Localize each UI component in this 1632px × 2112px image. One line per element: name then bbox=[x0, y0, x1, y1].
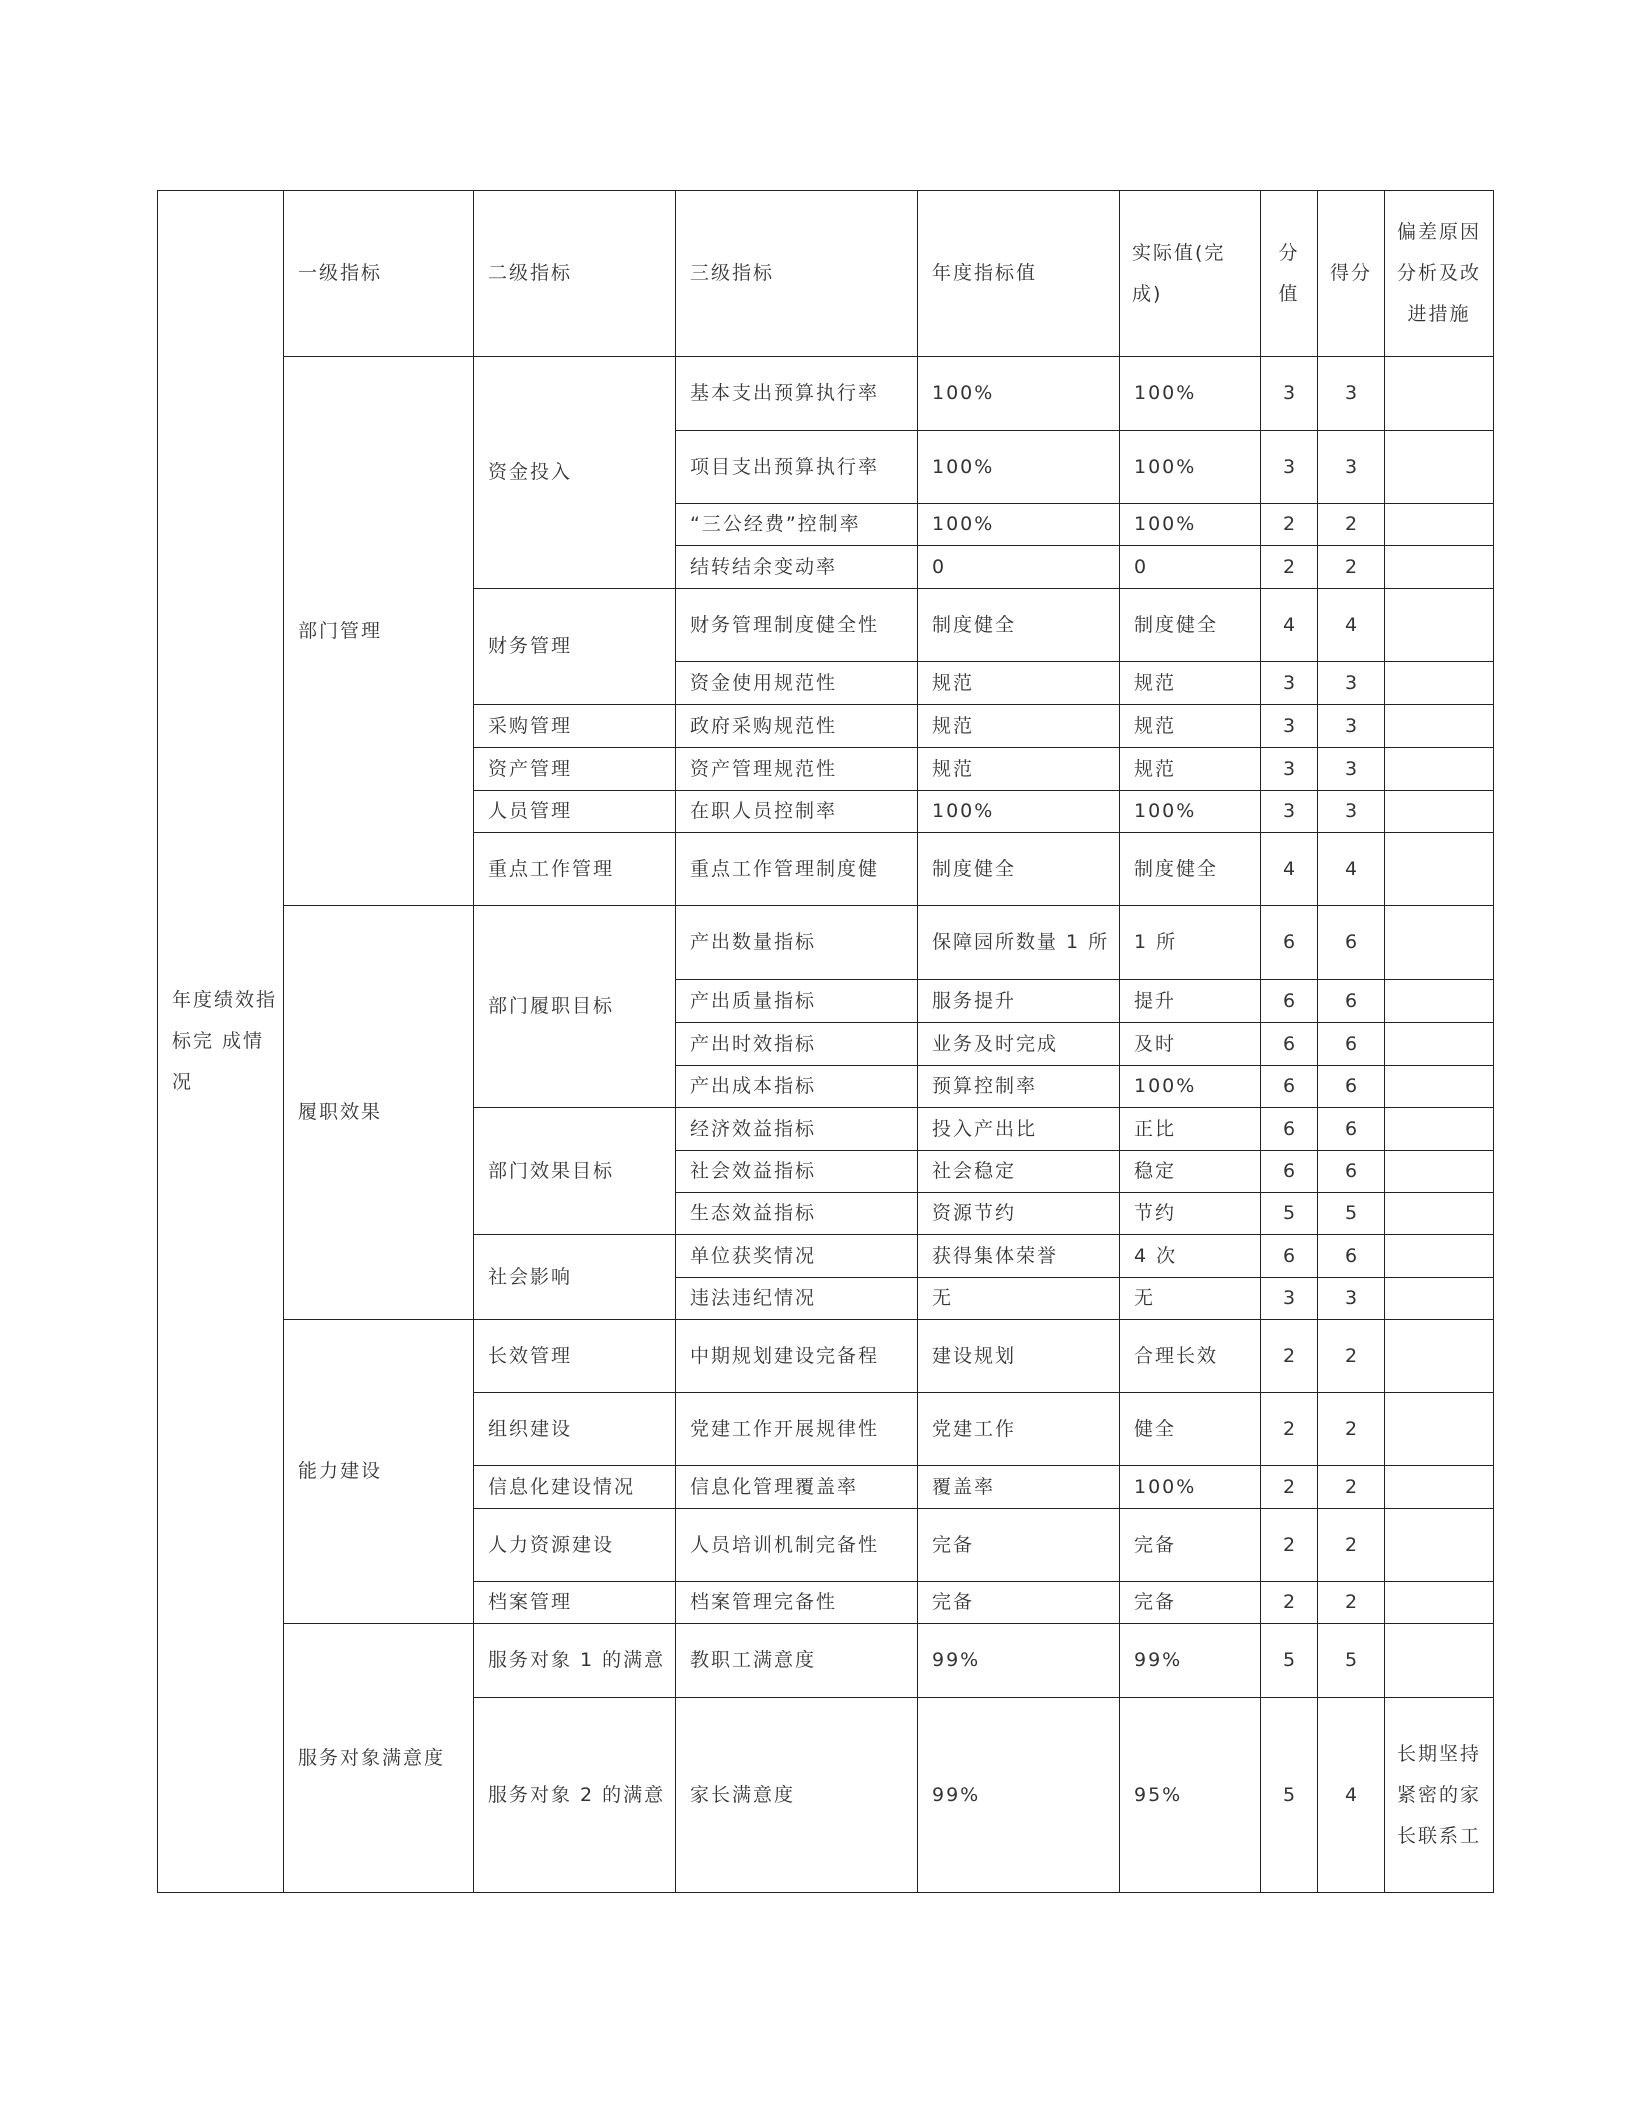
actual-cell: 完备 bbox=[1120, 1509, 1261, 1582]
score-value-cell: 6 bbox=[1261, 1066, 1318, 1108]
header-target: 年度指标值 bbox=[918, 191, 1120, 357]
deviation-cell bbox=[1385, 504, 1494, 546]
score-value-cell: 5 bbox=[1261, 1624, 1318, 1698]
score-value-cell: 3 bbox=[1261, 662, 1318, 705]
score-got-cell: 4 bbox=[1318, 589, 1385, 662]
header-deviation: 偏差原因分析及改进措施 bbox=[1385, 191, 1494, 357]
header-level1: 一级指标 bbox=[284, 191, 474, 357]
target-cell: 完备 bbox=[918, 1509, 1120, 1582]
level2-cell: 部门履职目标 bbox=[474, 906, 676, 1108]
score-got-cell: 6 bbox=[1318, 1023, 1385, 1066]
level3-cell: 在职人员控制率 bbox=[676, 791, 918, 833]
score-value-cell: 2 bbox=[1261, 1393, 1318, 1466]
level3-cell: 结转结余变动率 bbox=[676, 546, 918, 589]
deviation-cell bbox=[1385, 1235, 1494, 1278]
score-value-cell: 2 bbox=[1261, 1582, 1318, 1624]
level3-cell: 中期规划建设完备程 bbox=[676, 1320, 918, 1393]
actual-cell: 制度健全 bbox=[1120, 589, 1261, 662]
target-cell: 100% bbox=[918, 357, 1120, 431]
level2-cell: 采购管理 bbox=[474, 705, 676, 748]
actual-cell: 规范 bbox=[1120, 748, 1261, 791]
score-got-cell: 6 bbox=[1318, 1151, 1385, 1193]
level3-cell: 经济效益指标 bbox=[676, 1108, 918, 1151]
actual-cell: 1 所 bbox=[1120, 906, 1261, 980]
deviation-cell bbox=[1385, 1278, 1494, 1320]
target-cell: 规范 bbox=[918, 662, 1120, 705]
header-level3: 三级指标 bbox=[676, 191, 918, 357]
level3-cell: 资金使用规范性 bbox=[676, 662, 918, 705]
deviation-cell bbox=[1385, 431, 1494, 504]
deviation-cell bbox=[1385, 662, 1494, 705]
target-cell: 规范 bbox=[918, 705, 1120, 748]
target-cell: 覆盖率 bbox=[918, 1466, 1120, 1509]
actual-cell: 100% bbox=[1120, 431, 1261, 504]
actual-cell: 及时 bbox=[1120, 1023, 1261, 1066]
level3-cell: 家长满意度 bbox=[676, 1698, 918, 1893]
score-got-cell: 5 bbox=[1318, 1624, 1385, 1698]
target-cell: 100% bbox=[918, 431, 1120, 504]
score-value-cell: 6 bbox=[1261, 1023, 1318, 1066]
deviation-cell bbox=[1385, 833, 1494, 906]
actual-cell: 100% bbox=[1120, 791, 1261, 833]
actual-cell: 99% bbox=[1120, 1624, 1261, 1698]
outer-label: 年度绩效指标完 成情况 bbox=[158, 191, 284, 1893]
level2-cell: 资产管理 bbox=[474, 748, 676, 791]
target-cell: 规范 bbox=[918, 748, 1120, 791]
target-cell: 制度健全 bbox=[918, 589, 1120, 662]
score-got-cell: 6 bbox=[1318, 1108, 1385, 1151]
actual-cell: 100% bbox=[1120, 1066, 1261, 1108]
level3-cell: 违法违纪情况 bbox=[676, 1278, 918, 1320]
deviation-cell bbox=[1385, 589, 1494, 662]
actual-cell: 100% bbox=[1120, 504, 1261, 546]
actual-cell: 健全 bbox=[1120, 1393, 1261, 1466]
target-cell: 投入产出比 bbox=[918, 1108, 1120, 1151]
level3-cell: “三公经费”控制率 bbox=[676, 504, 918, 546]
deviation-cell bbox=[1385, 705, 1494, 748]
level2-cell: 人力资源建设 bbox=[474, 1509, 676, 1582]
level3-cell: 政府采购规范性 bbox=[676, 705, 918, 748]
score-value-cell: 2 bbox=[1261, 1466, 1318, 1509]
target-cell: 建设规划 bbox=[918, 1320, 1120, 1393]
level3-cell: 生态效益指标 bbox=[676, 1193, 918, 1235]
actual-cell: 合理长效 bbox=[1120, 1320, 1261, 1393]
score-got-cell: 3 bbox=[1318, 1278, 1385, 1320]
deviation-cell bbox=[1385, 1023, 1494, 1066]
score-got-cell: 3 bbox=[1318, 431, 1385, 504]
score-got-cell: 3 bbox=[1318, 748, 1385, 791]
score-value-cell: 2 bbox=[1261, 504, 1318, 546]
level2-cell: 人员管理 bbox=[474, 791, 676, 833]
score-got-cell: 5 bbox=[1318, 1193, 1385, 1235]
header-actual: 实际值(完成) bbox=[1120, 191, 1261, 357]
deviation-cell bbox=[1385, 1466, 1494, 1509]
table-row bbox=[158, 1320, 1494, 1393]
deviation-cell bbox=[1385, 1320, 1494, 1393]
score-got-cell: 2 bbox=[1318, 1393, 1385, 1466]
actual-cell: 100% bbox=[1120, 357, 1261, 431]
score-got-cell: 2 bbox=[1318, 1509, 1385, 1582]
header-level2: 二级指标 bbox=[474, 191, 676, 357]
deviation-cell bbox=[1385, 1582, 1494, 1624]
target-cell: 服务提升 bbox=[918, 980, 1120, 1023]
target-cell: 制度健全 bbox=[918, 833, 1120, 906]
score-value-cell: 5 bbox=[1261, 1193, 1318, 1235]
table-row bbox=[158, 906, 1494, 980]
level2-cell: 服务对象 1 的满意 bbox=[474, 1624, 676, 1698]
target-cell: 100% bbox=[918, 791, 1120, 833]
score-got-cell: 4 bbox=[1318, 833, 1385, 906]
level3-cell: 党建工作开展规律性 bbox=[676, 1393, 918, 1466]
level1-cell: 能力建设 bbox=[284, 1320, 474, 1624]
level3-cell: 重点工作管理制度健 bbox=[676, 833, 918, 906]
level3-cell: 产出成本指标 bbox=[676, 1066, 918, 1108]
target-cell: 100% bbox=[918, 504, 1120, 546]
score-got-cell: 2 bbox=[1318, 1320, 1385, 1393]
performance-indicator-table bbox=[157, 190, 1494, 1893]
score-value-cell: 6 bbox=[1261, 980, 1318, 1023]
score-got-cell: 6 bbox=[1318, 906, 1385, 980]
level2-cell: 部门效果目标 bbox=[474, 1108, 676, 1235]
score-got-cell: 2 bbox=[1318, 504, 1385, 546]
deviation-cell bbox=[1385, 980, 1494, 1023]
target-cell: 保障园所数量 1 所 bbox=[918, 906, 1120, 980]
deviation-cell: 长期坚持紧密的家长联系工 bbox=[1385, 1698, 1494, 1893]
header-score-value: 分值 bbox=[1261, 191, 1318, 357]
score-got-cell: 4 bbox=[1318, 1698, 1385, 1893]
score-got-cell: 2 bbox=[1318, 1582, 1385, 1624]
target-cell: 0 bbox=[918, 546, 1120, 589]
score-value-cell: 6 bbox=[1261, 1108, 1318, 1151]
score-got-cell: 6 bbox=[1318, 1235, 1385, 1278]
actual-cell: 95% bbox=[1120, 1698, 1261, 1893]
table-row bbox=[158, 1624, 1494, 1698]
level3-cell: 档案管理完备性 bbox=[676, 1582, 918, 1624]
score-value-cell: 3 bbox=[1261, 748, 1318, 791]
target-cell: 党建工作 bbox=[918, 1393, 1120, 1466]
target-cell: 无 bbox=[918, 1278, 1120, 1320]
level3-cell: 财务管理制度健全性 bbox=[676, 589, 918, 662]
deviation-cell bbox=[1385, 357, 1494, 431]
deviation-cell bbox=[1385, 1108, 1494, 1151]
level3-cell: 基本支出预算执行率 bbox=[676, 357, 918, 431]
score-got-cell: 2 bbox=[1318, 1466, 1385, 1509]
score-value-cell: 3 bbox=[1261, 1278, 1318, 1320]
level3-cell: 社会效益指标 bbox=[676, 1151, 918, 1193]
level2-cell: 档案管理 bbox=[474, 1582, 676, 1624]
level3-cell: 产出时效指标 bbox=[676, 1023, 918, 1066]
level2-cell: 信息化建设情况 bbox=[474, 1466, 676, 1509]
deviation-cell bbox=[1385, 791, 1494, 833]
actual-cell: 正比 bbox=[1120, 1108, 1261, 1151]
level3-cell: 项目支出预算执行率 bbox=[676, 431, 918, 504]
actual-cell: 4 次 bbox=[1120, 1235, 1261, 1278]
level3-cell: 人员培训机制完备性 bbox=[676, 1509, 918, 1582]
score-value-cell: 3 bbox=[1261, 791, 1318, 833]
score-value-cell: 3 bbox=[1261, 357, 1318, 431]
target-cell: 99% bbox=[918, 1624, 1120, 1698]
target-cell: 预算控制率 bbox=[918, 1066, 1120, 1108]
target-cell: 社会稳定 bbox=[918, 1151, 1120, 1193]
deviation-cell bbox=[1385, 1393, 1494, 1466]
score-value-cell: 4 bbox=[1261, 833, 1318, 906]
level2-cell: 重点工作管理 bbox=[474, 833, 676, 906]
score-got-cell: 6 bbox=[1318, 1066, 1385, 1108]
score-value-cell: 4 bbox=[1261, 589, 1318, 662]
header-row bbox=[158, 191, 1494, 357]
deviation-cell bbox=[1385, 1193, 1494, 1235]
deviation-cell bbox=[1385, 1066, 1494, 1108]
target-cell: 资源节约 bbox=[918, 1193, 1120, 1235]
score-value-cell: 2 bbox=[1261, 546, 1318, 589]
deviation-cell bbox=[1385, 906, 1494, 980]
deviation-cell bbox=[1385, 1624, 1494, 1698]
actual-cell: 完备 bbox=[1120, 1582, 1261, 1624]
score-got-cell: 3 bbox=[1318, 705, 1385, 748]
score-got-cell: 3 bbox=[1318, 791, 1385, 833]
actual-cell: 提升 bbox=[1120, 980, 1261, 1023]
actual-cell: 节约 bbox=[1120, 1193, 1261, 1235]
level3-cell: 单位获奖情况 bbox=[676, 1235, 918, 1278]
actual-cell: 规范 bbox=[1120, 662, 1261, 705]
score-value-cell: 3 bbox=[1261, 705, 1318, 748]
level3-cell: 信息化管理覆盖率 bbox=[676, 1466, 918, 1509]
level2-cell: 资金投入 bbox=[474, 357, 676, 589]
score-value-cell: 2 bbox=[1261, 1320, 1318, 1393]
deviation-cell bbox=[1385, 546, 1494, 589]
actual-cell: 稳定 bbox=[1120, 1151, 1261, 1193]
deviation-cell bbox=[1385, 748, 1494, 791]
level3-cell: 教职工满意度 bbox=[676, 1624, 918, 1698]
header-score-got: 得分 bbox=[1318, 191, 1385, 357]
level1-cell: 部门管理 bbox=[284, 357, 474, 906]
level1-cell: 服务对象满意度 bbox=[284, 1624, 474, 1893]
score-got-cell: 3 bbox=[1318, 357, 1385, 431]
score-value-cell: 6 bbox=[1261, 1151, 1318, 1193]
level1-cell: 履职效果 bbox=[284, 906, 474, 1320]
score-got-cell: 6 bbox=[1318, 980, 1385, 1023]
level3-cell: 产出质量指标 bbox=[676, 980, 918, 1023]
deviation-cell bbox=[1385, 1151, 1494, 1193]
score-value-cell: 6 bbox=[1261, 1235, 1318, 1278]
actual-cell: 无 bbox=[1120, 1278, 1261, 1320]
score-value-cell: 6 bbox=[1261, 906, 1318, 980]
score-value-cell: 3 bbox=[1261, 431, 1318, 504]
level2-cell: 组织建设 bbox=[474, 1393, 676, 1466]
target-cell: 99% bbox=[918, 1698, 1120, 1893]
level2-cell: 长效管理 bbox=[474, 1320, 676, 1393]
actual-cell: 规范 bbox=[1120, 705, 1261, 748]
deviation-cell bbox=[1385, 1509, 1494, 1582]
score-got-cell: 2 bbox=[1318, 546, 1385, 589]
level3-cell: 产出数量指标 bbox=[676, 906, 918, 980]
table-row bbox=[158, 357, 1494, 431]
score-got-cell: 3 bbox=[1318, 662, 1385, 705]
level2-cell: 服务对象 2 的满意 bbox=[474, 1698, 676, 1893]
level2-cell: 财务管理 bbox=[474, 589, 676, 705]
level2-cell: 社会影响 bbox=[474, 1235, 676, 1320]
target-cell: 业务及时完成 bbox=[918, 1023, 1120, 1066]
level3-cell: 资产管理规范性 bbox=[676, 748, 918, 791]
target-cell: 获得集体荣誉 bbox=[918, 1235, 1120, 1278]
actual-cell: 0 bbox=[1120, 546, 1261, 589]
score-value-cell: 5 bbox=[1261, 1698, 1318, 1893]
actual-cell: 制度健全 bbox=[1120, 833, 1261, 906]
score-value-cell: 2 bbox=[1261, 1509, 1318, 1582]
actual-cell: 100% bbox=[1120, 1466, 1261, 1509]
target-cell: 完备 bbox=[918, 1582, 1120, 1624]
